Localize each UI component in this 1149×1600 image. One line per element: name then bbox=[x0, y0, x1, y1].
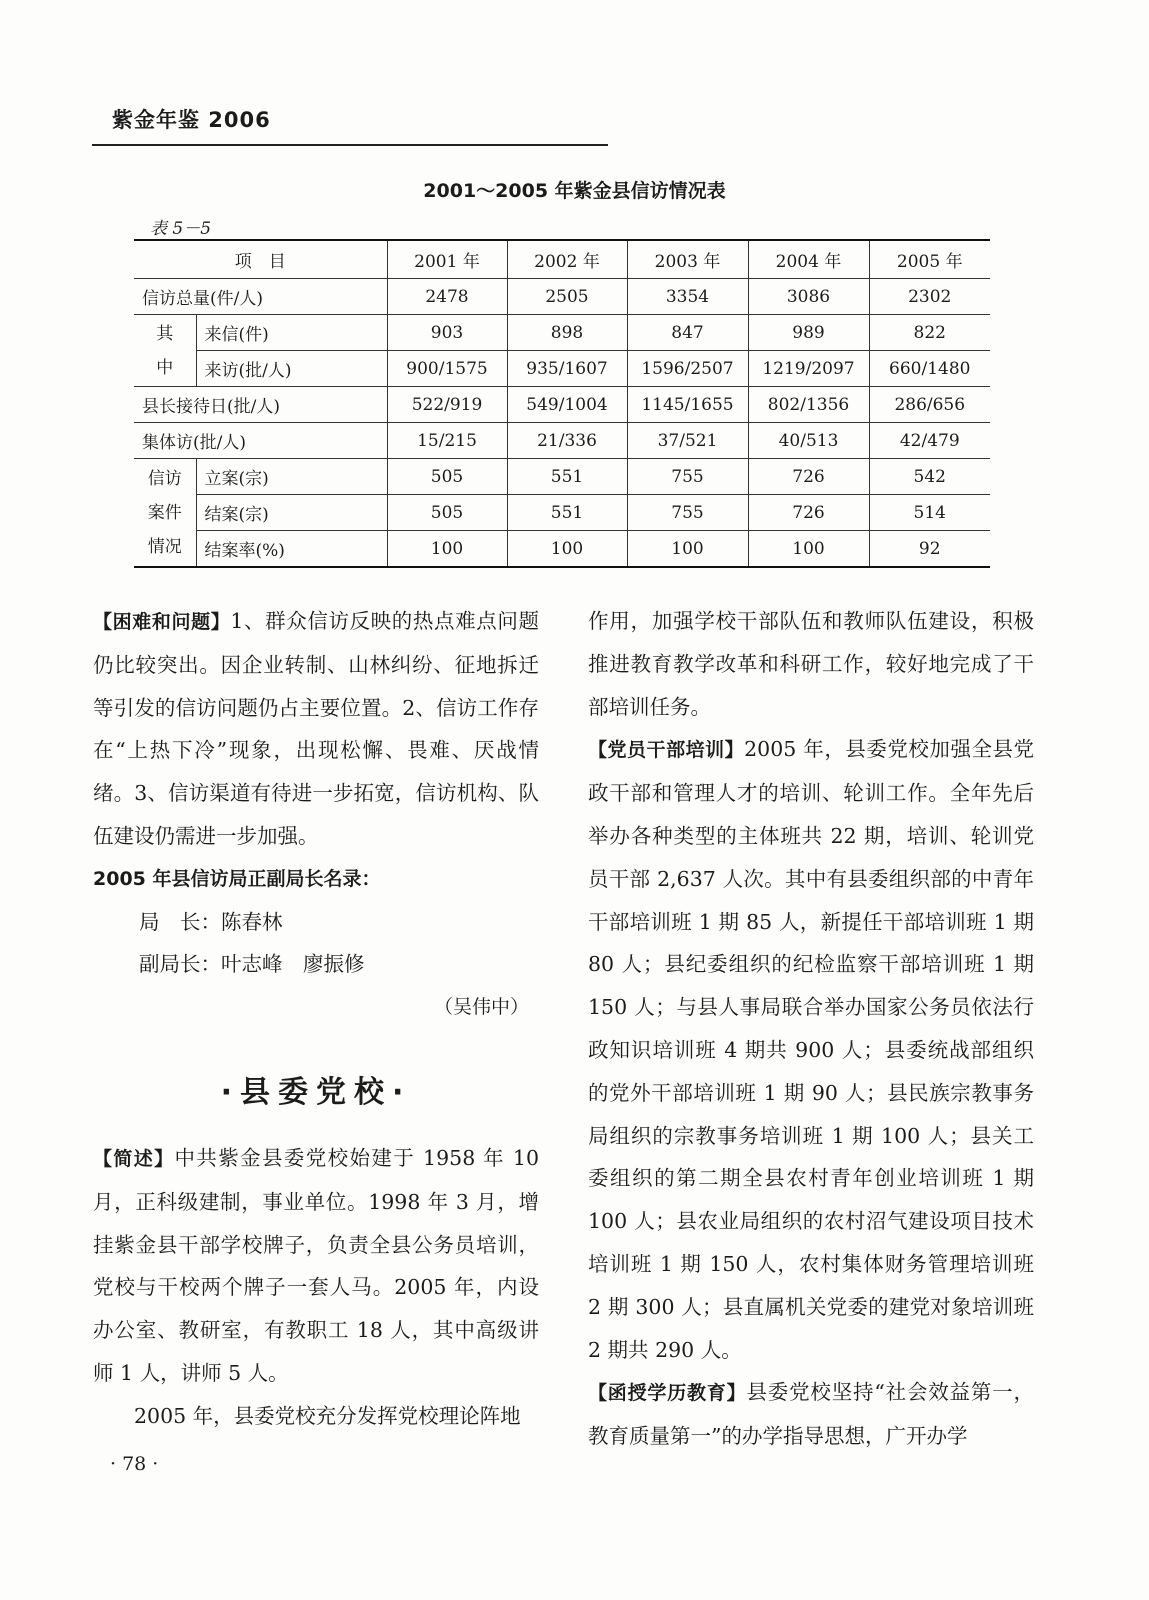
petition-table bbox=[134, 239, 990, 568]
table-cell: 900/1575 bbox=[387, 351, 507, 387]
table-cell: 286/656 bbox=[869, 387, 990, 423]
table-cell: 100 bbox=[748, 531, 869, 568]
table-cell: 100 bbox=[627, 531, 748, 568]
table-cell: 755 bbox=[627, 459, 748, 495]
table-cell: 15/215 bbox=[387, 423, 507, 459]
table-row bbox=[134, 495, 990, 531]
paragraph-heading: 【党员干部培训】 bbox=[588, 739, 745, 762]
paragraph-text: 县委党校坚持“社会效益第一，教育质量第一”的办学指导思想，广开办学 bbox=[588, 1380, 1034, 1449]
table-row bbox=[134, 351, 990, 387]
table-cell: 522/919 bbox=[387, 387, 507, 423]
table-cell: 514 bbox=[869, 495, 990, 531]
table-header-row bbox=[134, 240, 990, 279]
table-row bbox=[134, 315, 990, 351]
table-cell: 660/1480 bbox=[869, 351, 990, 387]
row-label: 信访总量(件/人) bbox=[134, 279, 387, 315]
table-cell: 822 bbox=[869, 315, 990, 351]
year-header: 2003 年 bbox=[627, 240, 748, 279]
table-cell: 21/336 bbox=[507, 423, 627, 459]
table-cell: 2505 bbox=[507, 279, 627, 315]
table-cell: 2302 bbox=[869, 279, 990, 315]
item-header: 项 目 bbox=[134, 240, 387, 279]
table-cell: 755 bbox=[627, 495, 748, 531]
group-label bbox=[134, 459, 196, 568]
group-label-line: 中 bbox=[156, 357, 174, 378]
paragraph-heading: 【简述】 bbox=[93, 1147, 175, 1170]
author-credit: （吴伟中） bbox=[433, 996, 529, 1019]
table-cell: 42/479 bbox=[869, 423, 990, 459]
table-cell: 505 bbox=[387, 459, 507, 495]
paragraph: 2005 年，县委党校充分发挥党校理论阵地 bbox=[134, 1403, 521, 1428]
year-header: 2004 年 bbox=[748, 240, 869, 279]
row-label: 立案(宗) bbox=[196, 459, 387, 495]
table-cell: 726 bbox=[748, 459, 869, 495]
row-label: 县长接待日(批/人) bbox=[134, 387, 387, 423]
table-cell: 100 bbox=[507, 531, 627, 568]
table-cell: 3354 bbox=[627, 279, 748, 315]
paragraph: 作用，加强学校干部队伍和教师队伍建设，积极推进教育教学改革和科研工作，较好地完成了干部培训任务。 bbox=[588, 609, 1034, 719]
year-header: 2001 年 bbox=[387, 240, 507, 279]
page-number: · 78 · bbox=[110, 1453, 159, 1475]
paragraph bbox=[588, 728, 1034, 1371]
table-cell: 1596/2507 bbox=[627, 351, 748, 387]
group-label-line: 信访 bbox=[147, 468, 182, 489]
table-row bbox=[134, 531, 990, 568]
group-label-line: 情况 bbox=[147, 536, 182, 557]
deputy-entry: 副局长：叶志峰 廖振修 bbox=[139, 952, 365, 977]
table-cell: 903 bbox=[387, 315, 507, 351]
paragraph-text: 2005 年，县委党校加强全县党政干部和管理人才的培训、轮训工作。全年先后举办各种类型的主体班共 22 期，培训、轮训党员干部 2,637 人次。其中有县委组织部的中青年干部培训班 1 期 85 人，新提任干部培训班 1 期 80 人；县纪委组织的纪检监察干部培训班 1 期 150 人；与县人事局联合举办国家公务员依法行政知识培训班 4 期共 900 人；县委统战部组织的党外干部培训班 1 期 90 人；县民族宗教事务局组织的宗教事务培训班 1 期 100 人；县关工委组织的第二期全县农村青年创业培训班 1 期 100 人；县农业局组织的农村沼气建设项目技术培训班 1 期 150 人，农村集体财务管理培训班 2 期 300 人；县直属机关党委的建党对象培训班 2 期共 290 人。 bbox=[588, 737, 1034, 1362]
row-label: 集体访(批/人) bbox=[134, 423, 387, 459]
row-label: 结案(宗) bbox=[196, 495, 387, 531]
table-label: 表 5－5 bbox=[150, 219, 212, 239]
section-title: ·县委党校· bbox=[220, 1074, 412, 1110]
paragraph-heading: 【函授学历教育】 bbox=[588, 1382, 747, 1405]
table-cell: 802/1356 bbox=[748, 387, 869, 423]
paragraph-text: 1、群众信访反映的热点难点问题仍比较突出。因企业转制、山林纠纷、征地拆迁等引发的信访问题仍占主要位置。2、信访工作存在“上热下冷”现象，出现松懈、畏难、厌战情绪。3、信访渠道有待进一步拓宽，信访机构、队伍建设仍需进一步加强。 bbox=[93, 609, 539, 848]
table-cell: 40/513 bbox=[748, 423, 869, 459]
table-cell: 505 bbox=[387, 495, 507, 531]
table-cell: 1219/2097 bbox=[748, 351, 869, 387]
table-cell: 898 bbox=[507, 315, 627, 351]
paragraph bbox=[93, 1137, 539, 1395]
paragraph-text: 中共紫金县委党校始建于 1958 年 10 月，正科级建制，事业单位。1998 年 3 月，增挂紫金县干部学校牌子，负责全县公务员培训，党校与干校两个牌子一套人马。2005 年，内设办公室、教研室，有教职工 18 人，其中高级讲师 1 人，讲师 5 人。 bbox=[93, 1145, 539, 1385]
paragraph bbox=[93, 600, 539, 858]
year-header: 2005 年 bbox=[869, 240, 990, 279]
table-row bbox=[134, 423, 990, 459]
director-entry: 局 长：陈春林 bbox=[139, 909, 283, 934]
paragraph-heading: 【困难和问题】 bbox=[93, 611, 231, 633]
table-row bbox=[134, 279, 990, 315]
row-label: 来信(件) bbox=[196, 315, 387, 351]
table-row bbox=[134, 459, 990, 495]
table-cell: 542 bbox=[869, 459, 990, 495]
roster-title: 2005 年县信访局正副局长名录： bbox=[93, 867, 381, 890]
table-cell: 551 bbox=[507, 495, 627, 531]
table-cell: 92 bbox=[869, 531, 990, 568]
running-header: 紫金年鉴 2006 bbox=[112, 108, 271, 132]
table-cell: 989 bbox=[748, 315, 869, 351]
table-cell: 37/521 bbox=[627, 423, 748, 459]
row-label: 结案率(%) bbox=[196, 531, 387, 568]
right-column bbox=[588, 600, 1034, 1458]
table-row bbox=[134, 387, 990, 423]
table-cell: 726 bbox=[748, 495, 869, 531]
table-cell: 935/1607 bbox=[507, 351, 627, 387]
table-cell: 1145/1655 bbox=[627, 387, 748, 423]
year-header: 2002 年 bbox=[507, 240, 627, 279]
group-label-line: 其 bbox=[156, 323, 174, 344]
left-column bbox=[93, 600, 539, 1438]
row-label: 来访(批/人) bbox=[196, 351, 387, 387]
group-label bbox=[134, 315, 196, 387]
paragraph bbox=[588, 1371, 1034, 1458]
table-cell: 100 bbox=[387, 531, 507, 568]
table-cell: 551 bbox=[507, 459, 627, 495]
table-cell: 549/1004 bbox=[507, 387, 627, 423]
group-label-line: 案件 bbox=[147, 502, 182, 523]
table-cell: 2478 bbox=[387, 279, 507, 315]
header-rule bbox=[92, 144, 608, 146]
table-cell: 847 bbox=[627, 315, 748, 351]
table-cell: 3086 bbox=[748, 279, 869, 315]
table-title: 2001～2005 年紫金县信访情况表 bbox=[423, 180, 726, 202]
